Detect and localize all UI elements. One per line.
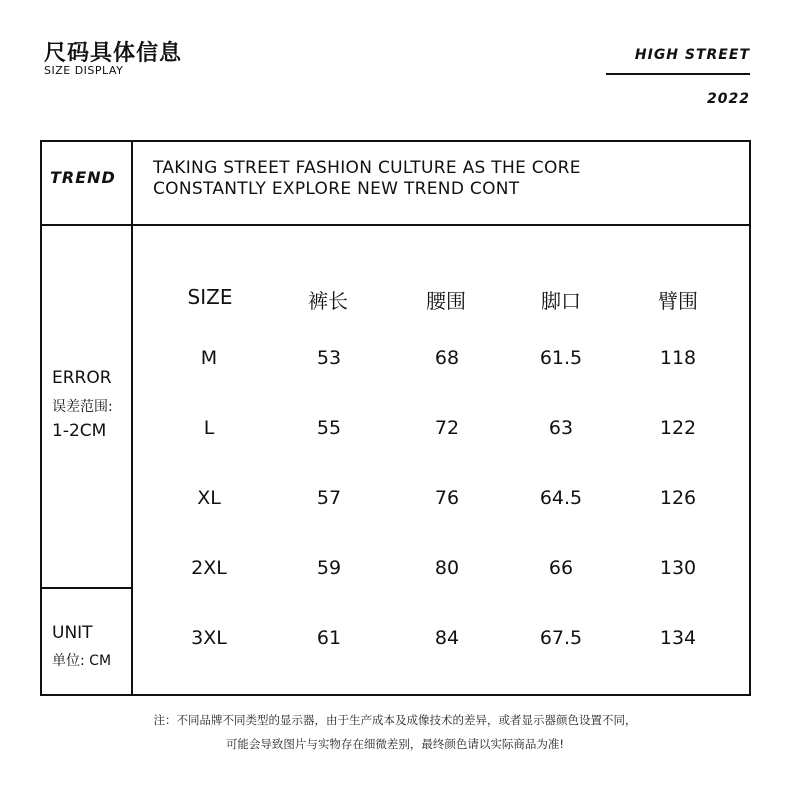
table-cell: XL	[197, 487, 221, 509]
table-cell: 63	[548, 417, 574, 439]
table-cell: 66	[548, 557, 574, 579]
table-cell: 130	[659, 557, 697, 579]
table-cell: 55	[316, 417, 342, 439]
unit-label: UNIT	[52, 623, 93, 643]
table-cell: 76	[434, 487, 460, 509]
banner-divider	[40, 224, 751, 226]
brand-underline	[606, 73, 750, 75]
unit-label-cn: 单位: CM	[52, 653, 112, 669]
tagline-line-1: TAKING STREET FASHION CULTURE AS THE CORE	[153, 158, 581, 178]
error-label: ERROR	[52, 368, 112, 388]
table-cell: 67.5	[539, 627, 583, 649]
brand-label: HIGH STREET	[634, 47, 750, 63]
table-cell: 64.5	[539, 487, 583, 509]
table-cell: 2XL	[191, 557, 227, 579]
side-divider	[40, 587, 133, 589]
col-header-size: SIZE	[187, 285, 233, 309]
tagline-line-2: CONSTANTLY EXPLORE NEW TREND CONT	[153, 179, 520, 199]
table-cell: 118	[659, 347, 697, 369]
footnote-line-1: 注：不同品牌不同类型的显示器，由于生产成本及成像技术的差异，或者显示器颜色设置不同，	[153, 713, 637, 727]
col-header-waist: 腰围	[426, 289, 466, 313]
page-title: 尺码具体信息	[44, 40, 183, 66]
table-cell: 61	[316, 627, 342, 649]
footnote-line-2: 可能会导致图片与实物存在细微差别，最终颜色请以实际商品为准!	[225, 737, 565, 751]
table-cell: 134	[659, 627, 697, 649]
table-cell: 126	[659, 487, 697, 509]
table-cell: 80	[434, 557, 460, 579]
error-range: 1-2CM	[52, 421, 107, 441]
col-header-arm: 臂围	[658, 289, 698, 313]
table-cell: 68	[434, 347, 460, 369]
table-cell: 72	[434, 417, 460, 439]
page-subtitle: SIZE DISPLAY	[44, 64, 124, 77]
table-cell: 61.5	[539, 347, 583, 369]
table-cell: 57	[316, 487, 342, 509]
trend-label: TREND	[50, 168, 116, 187]
table-cell: L	[203, 417, 215, 439]
table-cell: 59	[316, 557, 342, 579]
col-header-length: 裤长	[308, 289, 348, 313]
table-cell: 84	[434, 627, 460, 649]
year-label: 2022	[707, 91, 750, 107]
table-cell: 3XL	[191, 627, 227, 649]
col-header-hem: 脚口	[541, 289, 581, 313]
table-cell: 53	[316, 347, 342, 369]
table-cell: M	[200, 347, 218, 369]
table-cell: 122	[659, 417, 697, 439]
error-label-cn: 误差范围:	[52, 399, 113, 415]
